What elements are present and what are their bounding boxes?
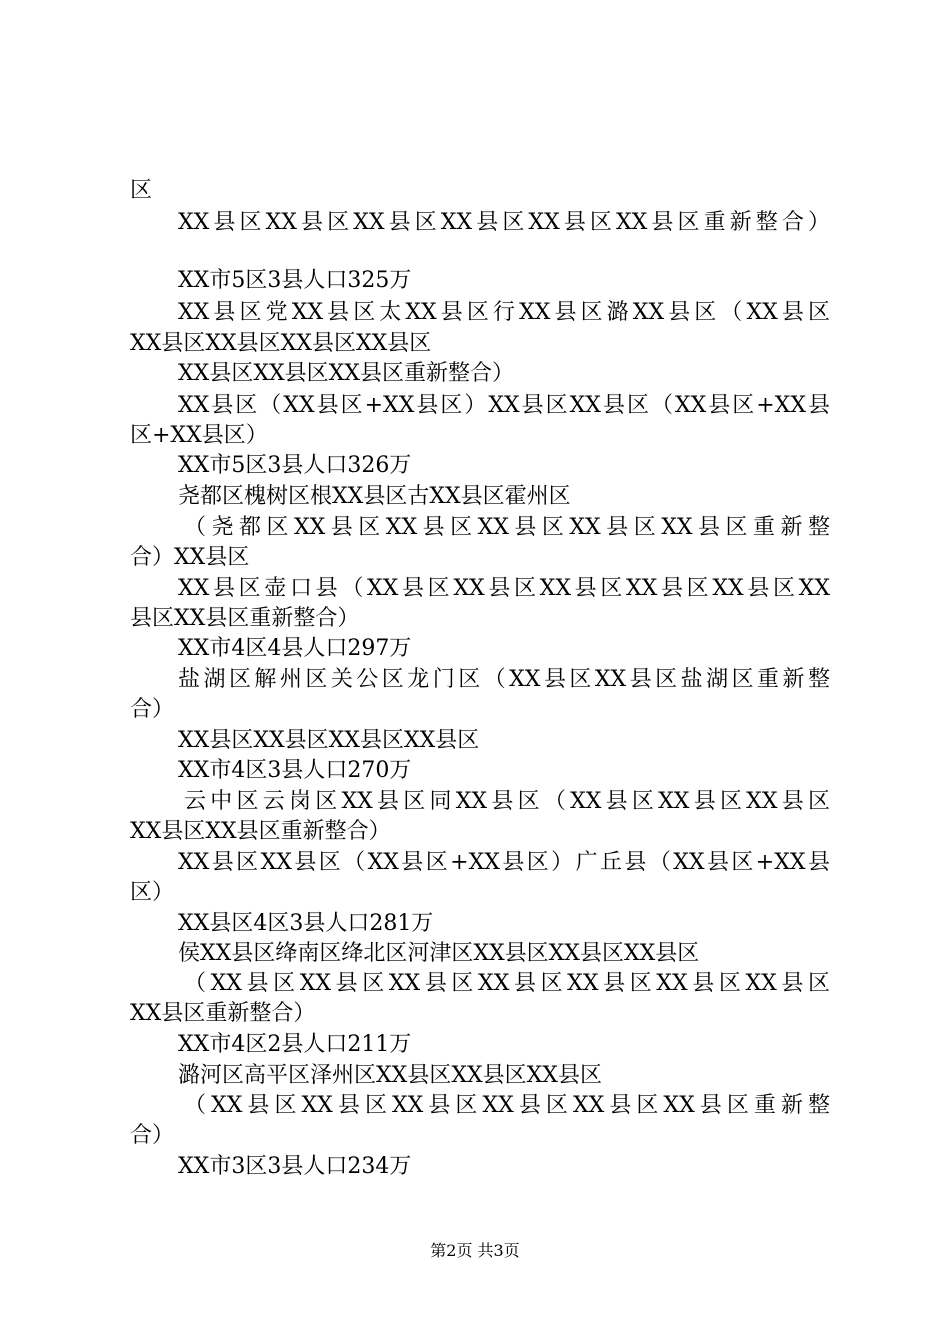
text-line: XX县区（XX县区+XX县区）XX县区XX县区（XX县区+XX县 <box>178 393 830 418</box>
text-line: XX市3区3县人口234万 <box>178 1154 412 1179</box>
text-line: XX市4区3县人口270万 <box>178 758 412 783</box>
text-line: 合） <box>130 697 175 722</box>
text-line: 区+XX县区） <box>130 423 268 448</box>
text-line: XX县区重新整合） <box>130 1001 316 1026</box>
text-line: XX县区XX县区XX县区XX县区 <box>130 331 432 356</box>
text-line: （XX县区XX县区XX县区XX县区XX县区XX县区重新整 <box>184 1093 830 1118</box>
text-line: XX市4区2县人口211万 <box>178 1032 412 1057</box>
text-line: XX县区XX县区XX县区XX县区 <box>178 728 480 753</box>
text-line: XX市4区4县人口297万 <box>178 636 412 661</box>
page-number-footer: 第2页 共3页 <box>430 1241 520 1260</box>
text-line: （XX县区XX县区XX县区XX县区XX县区XX县区XX县区 <box>184 971 830 996</box>
text-line: XX县区XX县区（XX县区+XX县区）广丘县（XX县区+XX县 <box>178 850 830 875</box>
text-line: XX县区壶口县（XX县区XX县区XX县区XX县区XX县区XX <box>178 576 830 601</box>
text-line: XX县区XX县区XX县区重新整合） <box>178 361 514 386</box>
text-line: XX市5区3县人口326万 <box>178 453 412 478</box>
text-line: 区 <box>130 178 153 203</box>
text-line: XX县区4区3县人口281万 <box>178 911 434 936</box>
text-line: XX市5区3县人口325万 <box>178 268 412 293</box>
text-line: （尧都区XX县区XX县区XX县区XX县区XX县区重新整 <box>184 515 830 540</box>
text-line: XX县区XX县区XX县区XX县区XX县区XX县区重新整合） <box>178 210 830 235</box>
text-line: 尧都区槐树区根XX县区古XX县区霍州区 <box>178 484 571 509</box>
text-line: 区） <box>130 880 175 905</box>
text-line: 云中区云岗区XX县区同XX县区（XX县区XX县区XX县区 <box>184 789 830 814</box>
text-line: 合） <box>130 1123 175 1148</box>
text-line: 盐湖区解州区关公区龙门区（XX县区XX县区盐湖区重新整 <box>178 667 830 692</box>
text-line: 县区XX县区重新整合） <box>130 606 360 631</box>
text-line: 侯XX县区绛南区绛北区河津区XX县区XX县区XX县区 <box>178 941 700 966</box>
text-line: 潞河区高平区泽州区XX县区XX县区XX县区 <box>178 1063 602 1088</box>
text-line: XX县区XX县区重新整合） <box>130 819 391 844</box>
text-line: XX县区党XX县区太XX县区行XX县区潞XX县区（XX县区 <box>178 300 830 325</box>
text-line: 合）XX县区 <box>130 545 250 570</box>
